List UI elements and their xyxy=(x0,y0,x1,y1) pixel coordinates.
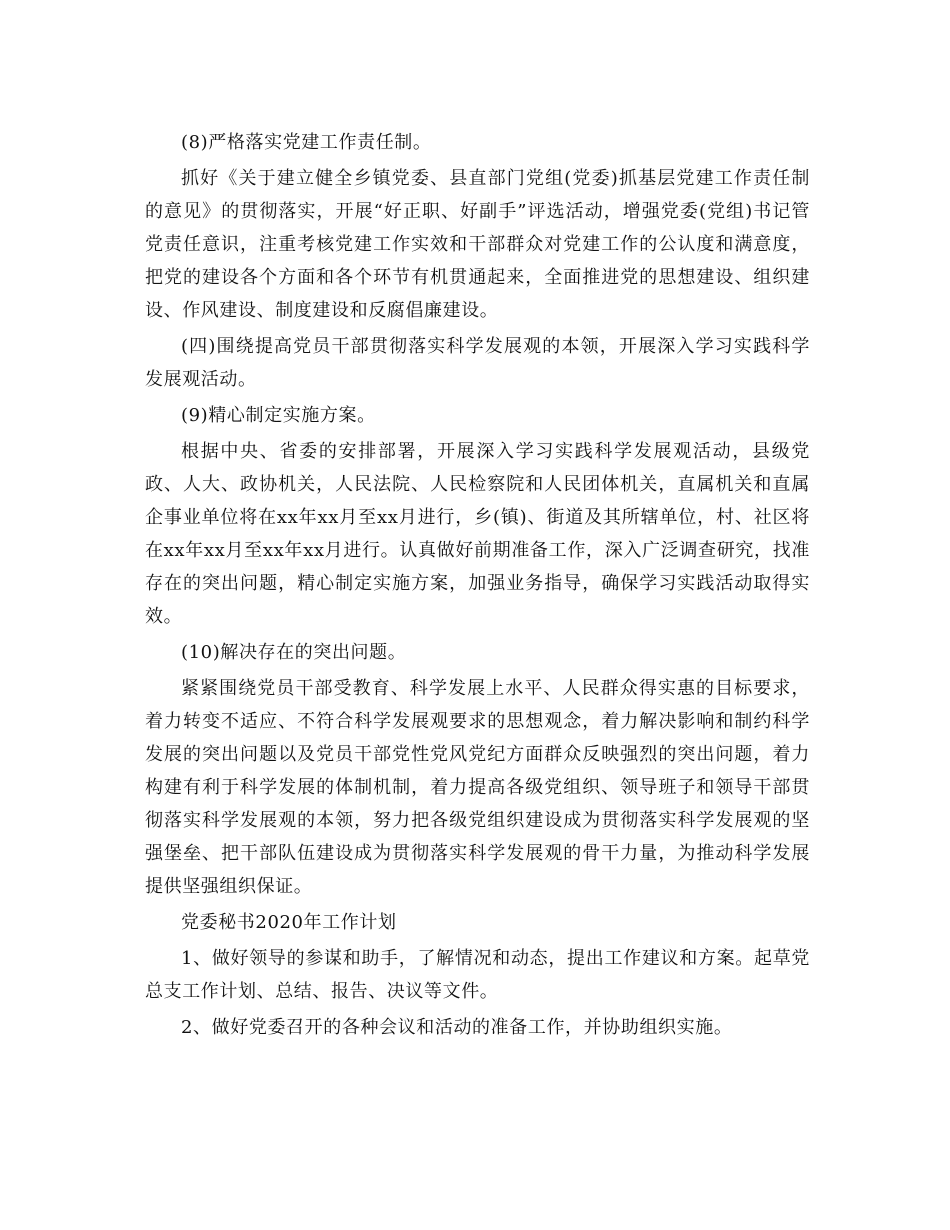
plan-item-1: 1、做好领导的参谋和助手，了解情况和动态，提出工作建议和方案。起草党总支工作计划、总结、报告、决议等文件。 xyxy=(145,948,810,1002)
body-paragraph: 抓好《关于建立健全乡镇党委、县直部门党组(党委)抓基层党建工作责任制的意见》的贯彻落实，开展“好正职、好副手”评选活动，增强党委(党组)书记管党责任意识，注重考核党建工作实效和干部群众对党建工作的公认度和满意度，把党的建设各个方面和各个环节有机贯通起来，全面推进党的思想建设、组织建设、作风建设、制度建设和反腐倡廉建设。 xyxy=(145,168,810,321)
section-heading-9: (9)精心制定实施方案。 xyxy=(181,405,376,426)
document-body xyxy=(145,126,810,1047)
body-paragraph: 紧紧围绕党员干部受教育、科学发展上水平、人民群众得实惠的目标要求，着力转变不适应、不符合科学发展观要求的思想观念，着力解决影响和制约科学发展的突出问题以及党员干部党性党风党纪方面群众反映强烈的突出问题，着力构建有利于科学发展的体制机制，着力提高各级党组织、领导班子和领导干部贯彻落实科学发展观的本领，努力把各级党组织建设成为贯彻落实科学发展观的坚强堡垒、把干部队伍建设成为贯彻落实科学发展观的骨干力量，为推动科学发展提供坚强组织保证。 xyxy=(145,678,810,897)
section-heading-10: (10)解决存在的突出问题。 xyxy=(181,642,407,663)
plan-item-2: 2、做好党委召开的各种会议和活动的准备工作，并协助组织实施。 xyxy=(181,1017,733,1038)
plan-title: 党委秘书2020年工作计划 xyxy=(181,912,397,933)
section-heading-8: (8)严格落实党建工作责任制。 xyxy=(181,132,432,153)
body-paragraph: 根据中央、省委的安排部署，开展深入学习实践科学发展观活动，县级党政、人大、政协机关，人民法院、人民检察院和人民团体机关，直属机关和直属企事业单位将在xx年xx月至xx月进行，乡(镇)、街道及其所辖单位，村、社区将在xx年xx月至xx年xx月进行。认真做好前期准备工作，深入广泛调查研究，找准存在的突出问题，精心制定实施方案，加强业务指导，确保学习实践活动取得实效。 xyxy=(145,441,810,627)
section-heading-4: (四)围绕提高党员干部贯彻落实科学发展观的本领，开展深入学习实践科学发展观活动。 xyxy=(145,336,810,390)
